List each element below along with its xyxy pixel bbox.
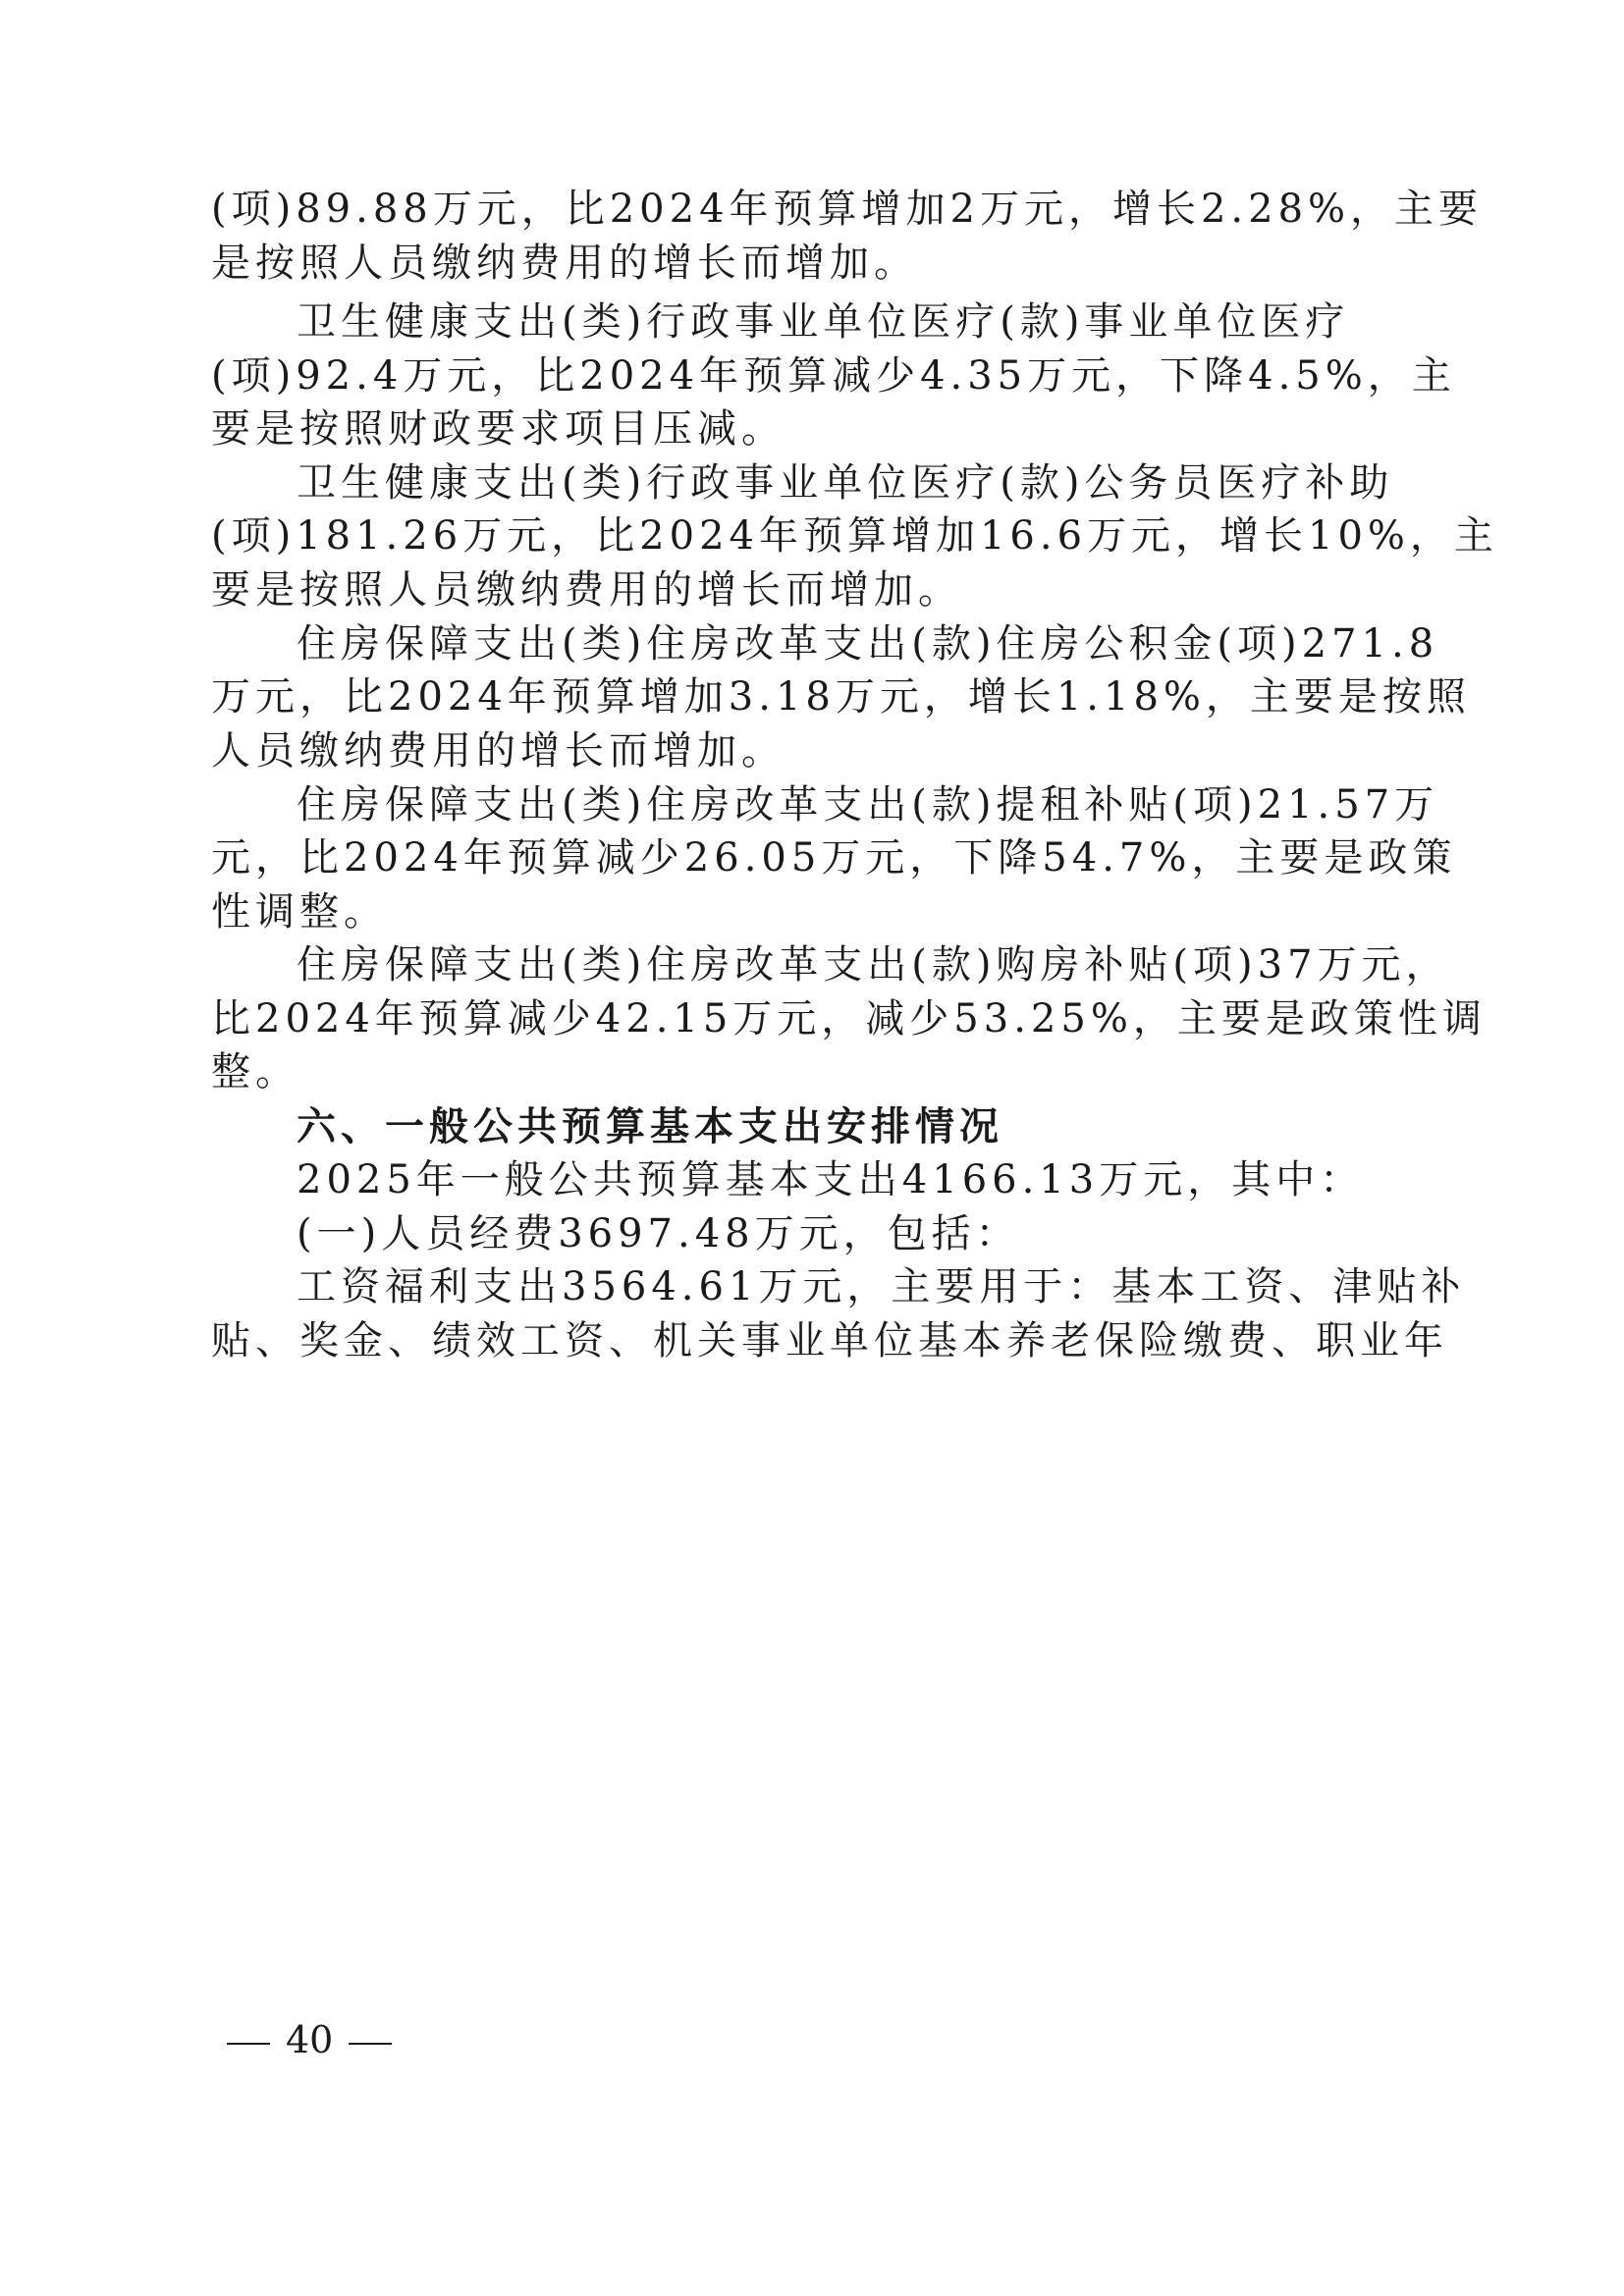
body-line-1: (项)89.88万元，比2024年预算增加2万元，增长2.28%，主要 bbox=[211, 187, 1484, 232]
page-number-left-dash bbox=[227, 2043, 270, 2045]
body-line-16: 比2024年预算减少42.15万元，减少53.25%，主要是政策性调 bbox=[211, 996, 1487, 1041]
body-line-17: 整。 bbox=[211, 1049, 299, 1095]
page-number-right-dash bbox=[349, 2043, 392, 2045]
body-line-15: 住房保障支出(类)住房改革支出(款)购房补贴(项)37万元， bbox=[297, 942, 1450, 988]
section-line-1: 2025年一般公共预算基本支出4166.13万元，其中： bbox=[297, 1157, 1365, 1202]
section-line-4: 贴、奖金、绩效工资、机关事业单位基本养老保险缴费、职业年 bbox=[211, 1318, 1448, 1363]
body-line-10: 万元，比2024年预算增加3.18万元，增长1.18%，主要是按照 bbox=[211, 674, 1471, 720]
page-number bbox=[211, 2015, 407, 2064]
page-number-value: 40 bbox=[286, 2018, 334, 2061]
body-line-6: 卫生健康支出(类)行政事业单位医疗(款)公务员医疗补助 bbox=[297, 460, 1394, 506]
body-line-12: 住房保障支出(类)住房改革支出(款)提租补贴(项)21.57万 bbox=[297, 782, 1439, 828]
body-line-5: 要是按照财政要求项目压减。 bbox=[211, 406, 785, 452]
body-line-13: 元，比2024年预算减少26.05万元，下降54.7%，主要是政策 bbox=[211, 835, 1457, 881]
section-heading: 六、一般公共预算基本支出安排情况 bbox=[297, 1104, 1003, 1149]
section-line-2: (一)人员经费3697.48万元，包括： bbox=[297, 1211, 1020, 1256]
section-line-3: 工资福利支出3564.61万元，主要用于：基本工资、津贴补 bbox=[297, 1264, 1466, 1309]
body-line-2: 是按照人员缴纳费用的增长而增加。 bbox=[211, 240, 918, 286]
body-line-11: 人员缴纳费用的增长而增加。 bbox=[211, 728, 785, 774]
body-line-3: 卫生健康支出(类)行政事业单位医疗(款)事业单位医疗 bbox=[297, 299, 1350, 345]
body-line-4: (项)92.4万元，比2024年预算减少4.35万元，下降4.5%，主 bbox=[211, 353, 1456, 399]
body-line-8: 要是按照人员缴纳费用的增长而增加。 bbox=[211, 567, 962, 613]
body-line-14: 性调整。 bbox=[211, 889, 388, 934]
body-line-9: 住房保障支出(类)住房改革支出(款)住房公积金(项)271.8 bbox=[297, 621, 1439, 667]
body-line-7: (项)181.26万元，比2024年预算增加16.6万元，增长10%，主 bbox=[211, 513, 1498, 559]
